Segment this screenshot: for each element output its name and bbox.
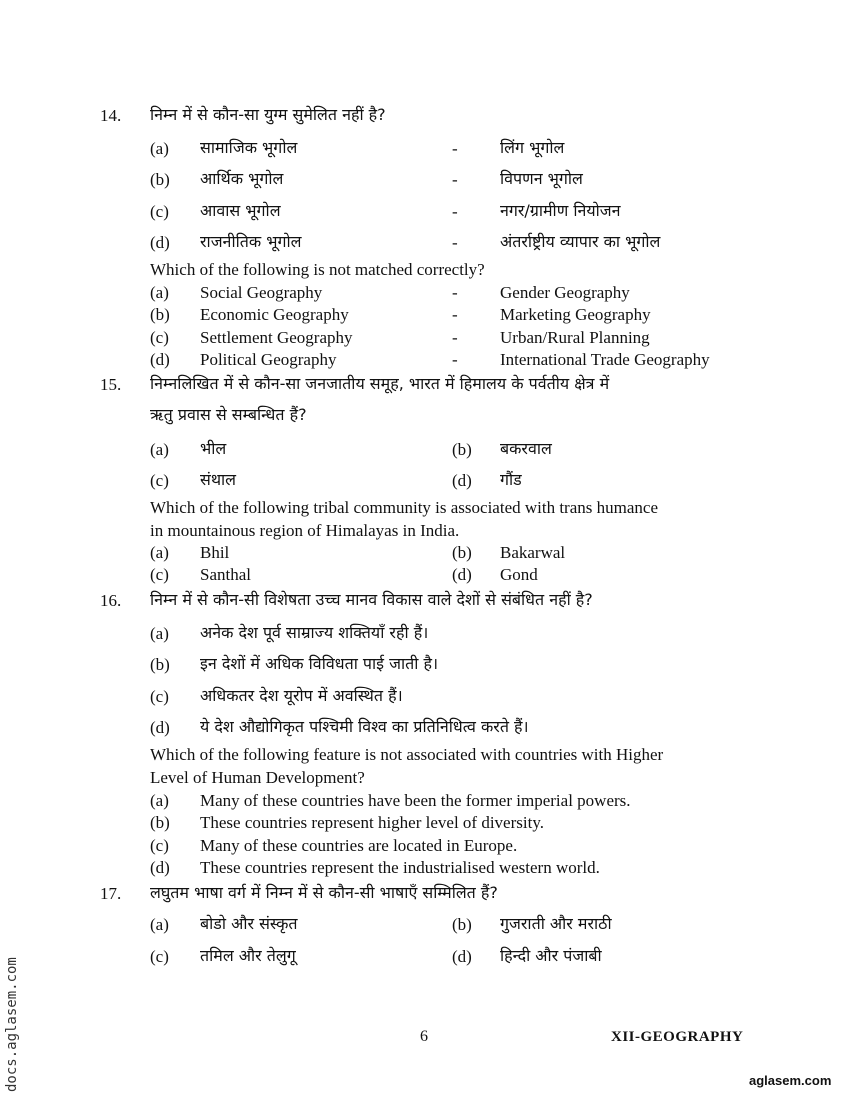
option-text: बोडो और संस्कृत <box>200 914 298 933</box>
question-number: 16. <box>100 591 122 610</box>
watermark: docs.aglasem.com <box>4 957 20 1092</box>
option-dash: - <box>452 170 458 189</box>
option-left: Political Geography <box>200 350 337 369</box>
question-number: 17. <box>100 884 122 903</box>
option-dash: - <box>452 328 458 347</box>
option-label: (d) <box>150 718 170 737</box>
option-label: (d) <box>452 565 472 584</box>
page-number: 6 <box>420 1028 428 1045</box>
question-text-hindi: लघुतम भाषा वर्ग में निम्न में से कौन-सी भाषाएँ सम्मिलित हैं? <box>150 883 498 902</box>
subject-title: XII-GEOGRAPHY <box>611 1029 744 1045</box>
option-label: (d) <box>452 471 472 490</box>
option-label: (a) <box>150 624 169 643</box>
question-number: 15. <box>100 375 122 394</box>
question-text-english: Which of the following is not matched correctly? <box>150 260 485 279</box>
option-left: Economic Geography <box>200 305 349 324</box>
option-label: (d) <box>150 858 170 877</box>
option-text: Gond <box>500 565 538 584</box>
option-label: (a) <box>150 283 169 302</box>
option-dash: - <box>452 202 458 221</box>
option-label: (c) <box>150 202 169 221</box>
option-left: आर्थिक भूगोल <box>200 169 284 188</box>
option-right: लिंग भूगोल <box>500 138 565 157</box>
option-left: Settlement Geography <box>200 328 353 347</box>
option-label: (b) <box>452 915 472 934</box>
option-text: अधिकतर देश यूरोप में अवस्थित हैं। <box>200 686 403 705</box>
question-text-english: in mountainous region of Himalayas in India. <box>150 521 460 540</box>
option-left: आवास भूगोल <box>200 201 281 220</box>
question-text-hindi: ऋतु प्रवास से सम्बन्धित हैं? <box>150 405 307 424</box>
option-text: संथाल <box>200 470 237 489</box>
option-text: Santhal <box>200 565 251 584</box>
option-text: These countries represent higher level of diversity. <box>200 813 544 832</box>
question-text-hindi: निम्न में से कौन-सी विशेषता उच्च मानव विकास वाले देशों से संबंधित नहीं है? <box>150 590 593 609</box>
option-label: (b) <box>150 170 170 189</box>
question-text-hindi: निम्नलिखित में से कौन-सा जनजातीय समूह, भारत में हिमालय के पर्वतीय क्षेत्र में <box>150 374 610 393</box>
option-text: These countries represent the industrialised western world. <box>200 858 600 877</box>
brand-link[interactable]: aglasem.com <box>749 1073 832 1088</box>
option-right: Urban/Rural Planning <box>500 328 650 347</box>
option-label: (c) <box>150 565 169 584</box>
option-right: Marketing Geography <box>500 305 651 324</box>
option-right: Gender Geography <box>500 283 630 302</box>
option-text: इन देशों में अधिक विविधता पाई जाती है। <box>200 654 439 673</box>
option-text: अनेक देश पूर्व साम्राज्य शक्तियाँ रही हैं। <box>200 623 429 642</box>
question-text-english: Which of the following feature is not associated with countries with Higher <box>150 745 664 764</box>
option-dash: - <box>452 233 458 252</box>
option-label: (c) <box>150 471 169 490</box>
option-label: (a) <box>150 791 169 810</box>
option-text: Many of these countries have been the former imperial powers. <box>200 791 631 810</box>
option-left: Social Geography <box>200 283 323 302</box>
question-text-hindi: निम्न में से कौन-सा युग्म सुमेलित नहीं है? <box>150 105 386 124</box>
option-label: (c) <box>150 687 169 706</box>
option-right: विपणन भूगोल <box>500 169 583 188</box>
option-label: (b) <box>150 813 170 832</box>
question-number: 14. <box>100 106 122 125</box>
option-text: भील <box>200 439 227 458</box>
option-label: (d) <box>150 350 170 369</box>
option-dash: - <box>452 305 458 324</box>
option-text: Many of these countries are located in Europe. <box>200 836 518 855</box>
option-label: (a) <box>150 543 169 562</box>
option-label: (b) <box>150 305 170 324</box>
option-label: (a) <box>150 139 169 158</box>
option-dash: - <box>452 350 458 369</box>
option-label: (a) <box>150 440 169 459</box>
option-text: ये देश औद्योगिकृत पश्चिमी विश्व का प्रतिनिधित्व करते हैं। <box>200 717 529 736</box>
option-label: (c) <box>150 836 169 855</box>
option-left: राजनीतिक भूगोल <box>200 232 302 251</box>
option-right: नगर/ग्रामीण नियोजन <box>500 201 621 220</box>
option-text: गुजराती और मराठी <box>500 914 612 933</box>
option-dash: - <box>452 139 458 158</box>
option-text: तमिल और तेलुगू <box>200 946 296 965</box>
question-text-english: Which of the following tribal community is associated with trans humance <box>150 498 658 517</box>
question-text-english: Level of Human Development? <box>150 768 365 787</box>
option-right: अंतर्राष्ट्रीय व्यापार का भूगोल <box>500 232 661 251</box>
option-label: (b) <box>452 440 472 459</box>
option-label: (a) <box>150 915 169 934</box>
option-text: Bhil <box>200 543 230 562</box>
option-label: (c) <box>150 328 169 347</box>
option-left: सामाजिक भूगोल <box>200 138 298 157</box>
option-label: (d) <box>150 233 170 252</box>
option-text: हिन्दी और पंजाबी <box>500 946 602 965</box>
option-right: International Trade Geography <box>500 350 710 369</box>
option-dash: - <box>452 283 458 302</box>
option-label: (d) <box>452 947 472 966</box>
option-text: बकरवाल <box>500 439 552 458</box>
option-label: (b) <box>452 543 472 562</box>
option-text: गौंड <box>500 470 522 489</box>
option-text: Bakarwal <box>500 543 566 562</box>
option-label: (c) <box>150 947 169 966</box>
option-label: (b) <box>150 655 170 674</box>
